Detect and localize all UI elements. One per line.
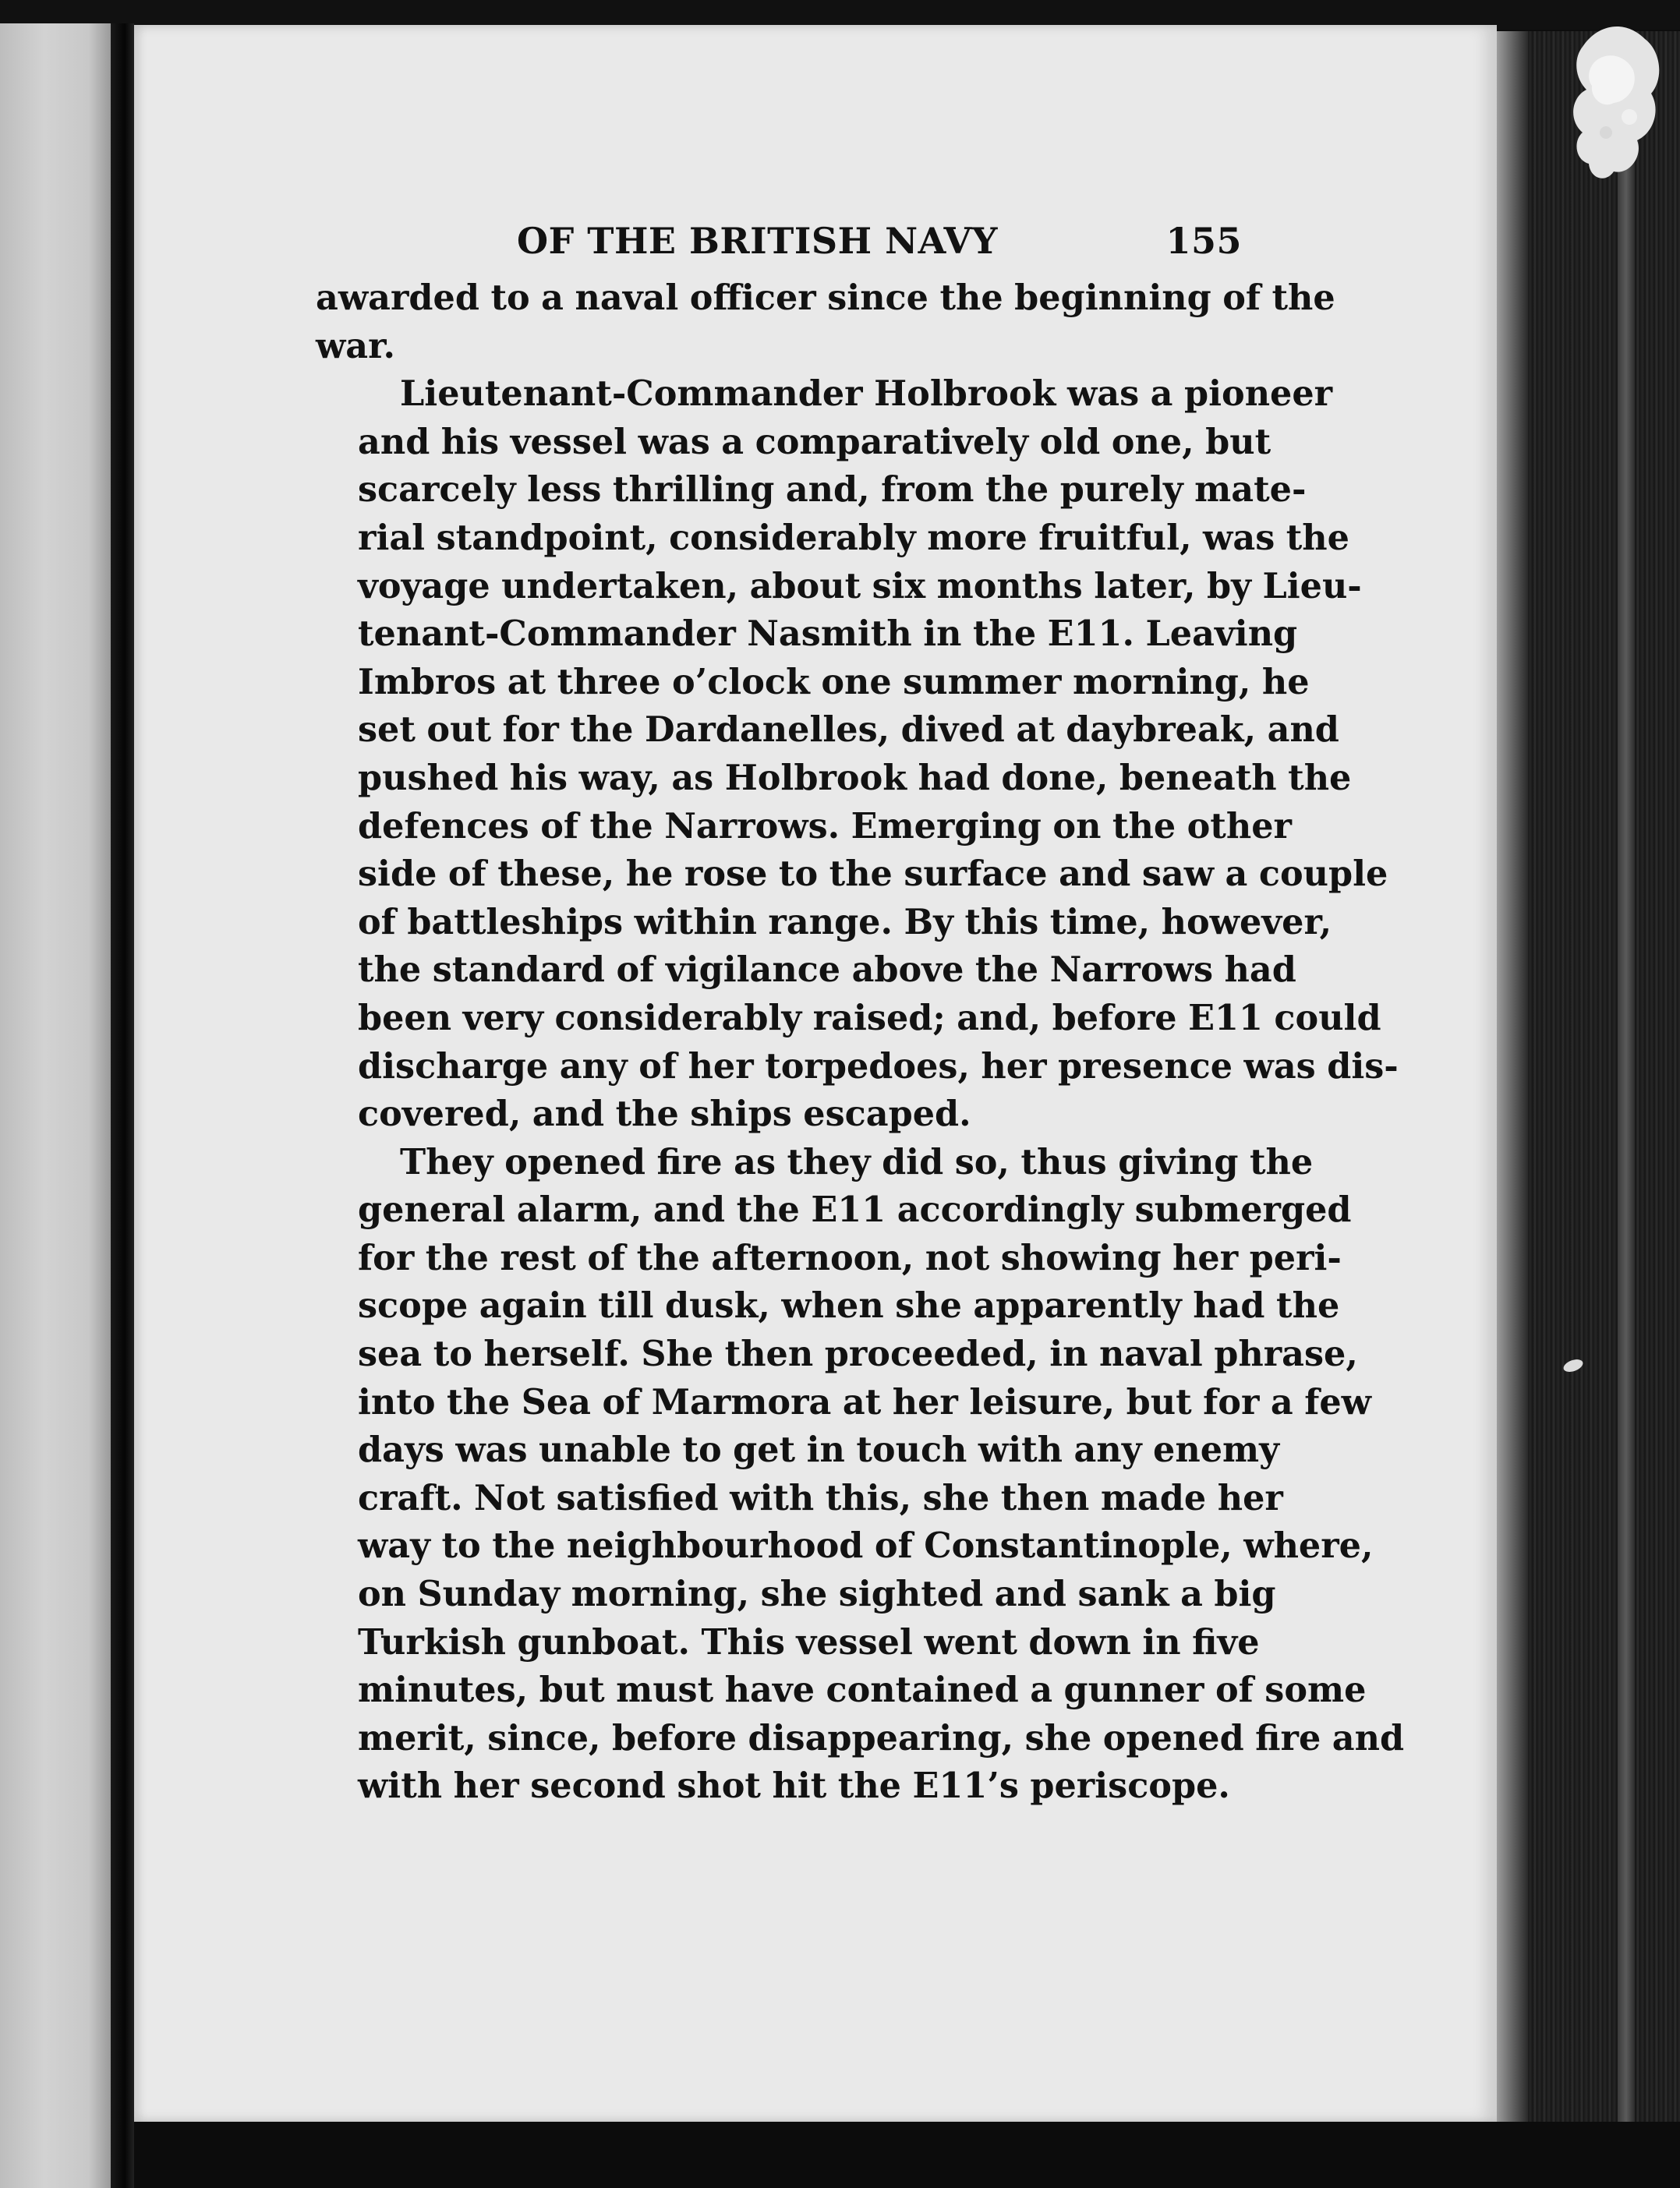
text-line: voyage undertaken, about six months later, by Lieu- xyxy=(358,565,1362,606)
page-number: 155 xyxy=(1165,220,1242,262)
fore-edge-highlight xyxy=(1618,133,1635,2128)
text-line: covered, and the ships escaped. xyxy=(358,1094,971,1135)
text-line: Turkish gunboat. This vessel went down in five xyxy=(358,1621,1260,1663)
text-line: rial standpoint, considerably more fruitful, was the xyxy=(358,517,1349,558)
text-line: of battleships within range. By this time, however, xyxy=(358,901,1332,942)
text-line: way to the neighbourhood of Constantinople, where, xyxy=(358,1525,1374,1567)
text-line: merit, since, before disappearing, she opened fire and xyxy=(358,1717,1405,1759)
text-line: scarcely less thrilling and, from the purely mate- xyxy=(358,469,1307,511)
text-line: for the rest of the afternoon, not showing her peri- xyxy=(358,1237,1342,1278)
text-line: side of these, he rose to the surface and saw a couple xyxy=(358,854,1388,895)
text-line: with her second shot hit the E11’s periscope. xyxy=(358,1766,1230,1807)
text-line: Imbros at three o’clock one summer morning, he xyxy=(358,661,1310,702)
page-edge-shadow xyxy=(1497,31,1528,2136)
text-line: war. xyxy=(316,325,395,366)
text-line: minutes, but must have contained a gunner of some xyxy=(358,1670,1367,1711)
text-line: defences of the Narrows. Emerging on the other xyxy=(358,805,1292,847)
book-fore-edge xyxy=(1528,31,1680,2188)
paragraph xyxy=(316,1139,1405,1811)
text-line: They opened fire as they did so, thus giving the xyxy=(400,1141,1314,1182)
body-text xyxy=(316,274,1405,1811)
paragraph xyxy=(316,274,1335,370)
text-line: craft. Not satisfied with this, she then made her xyxy=(358,1477,1283,1518)
text-line: the standard of vigilance above the Narrows had xyxy=(358,949,1296,991)
text-line: Lieutenant-Commander Holbrook was a pioneer xyxy=(400,373,1333,415)
page-text xyxy=(316,220,1405,1811)
text-line: scope again till dusk, when she apparently had the xyxy=(358,1285,1340,1327)
text-line: on Sunday morning, she sighted and sank a big xyxy=(358,1574,1276,1615)
running-head xyxy=(316,220,1242,274)
text-line: pushed his way, as Holbrook had done, beneath the xyxy=(358,757,1352,798)
text-line: awarded to a naval officer since the beginning of the xyxy=(316,277,1335,318)
text-line: been very considerably raised; and, before E11 could xyxy=(358,997,1381,1038)
text-line: days was unable to get in touch with any enemy xyxy=(358,1430,1279,1471)
text-line: into the Sea of Marmora at her leisure, but for a few xyxy=(358,1381,1371,1423)
paragraph xyxy=(316,370,1399,1139)
text-line: discharge any of her torpedoes, her presence was dis- xyxy=(358,1045,1399,1087)
running-head-title: OF THE BRITISH NAVY xyxy=(517,220,999,262)
text-line: general alarm, and the E11 accordingly submerged xyxy=(358,1189,1352,1231)
book-gutter xyxy=(111,23,134,2188)
scan-bottom-border xyxy=(134,2122,1680,2188)
torn-paper-fragment xyxy=(1551,16,1668,195)
text-line: and his vessel was a comparatively old one, but xyxy=(358,421,1271,462)
adjacent-page-edge xyxy=(0,23,111,2188)
text-line: sea to herself. She then proceeded, in naval phrase, xyxy=(358,1334,1358,1375)
text-line: tenant-Commander Nasmith in the E11. Leaving xyxy=(358,613,1298,655)
text-line: set out for the Dardanelles, dived at daybreak, and xyxy=(358,709,1339,751)
